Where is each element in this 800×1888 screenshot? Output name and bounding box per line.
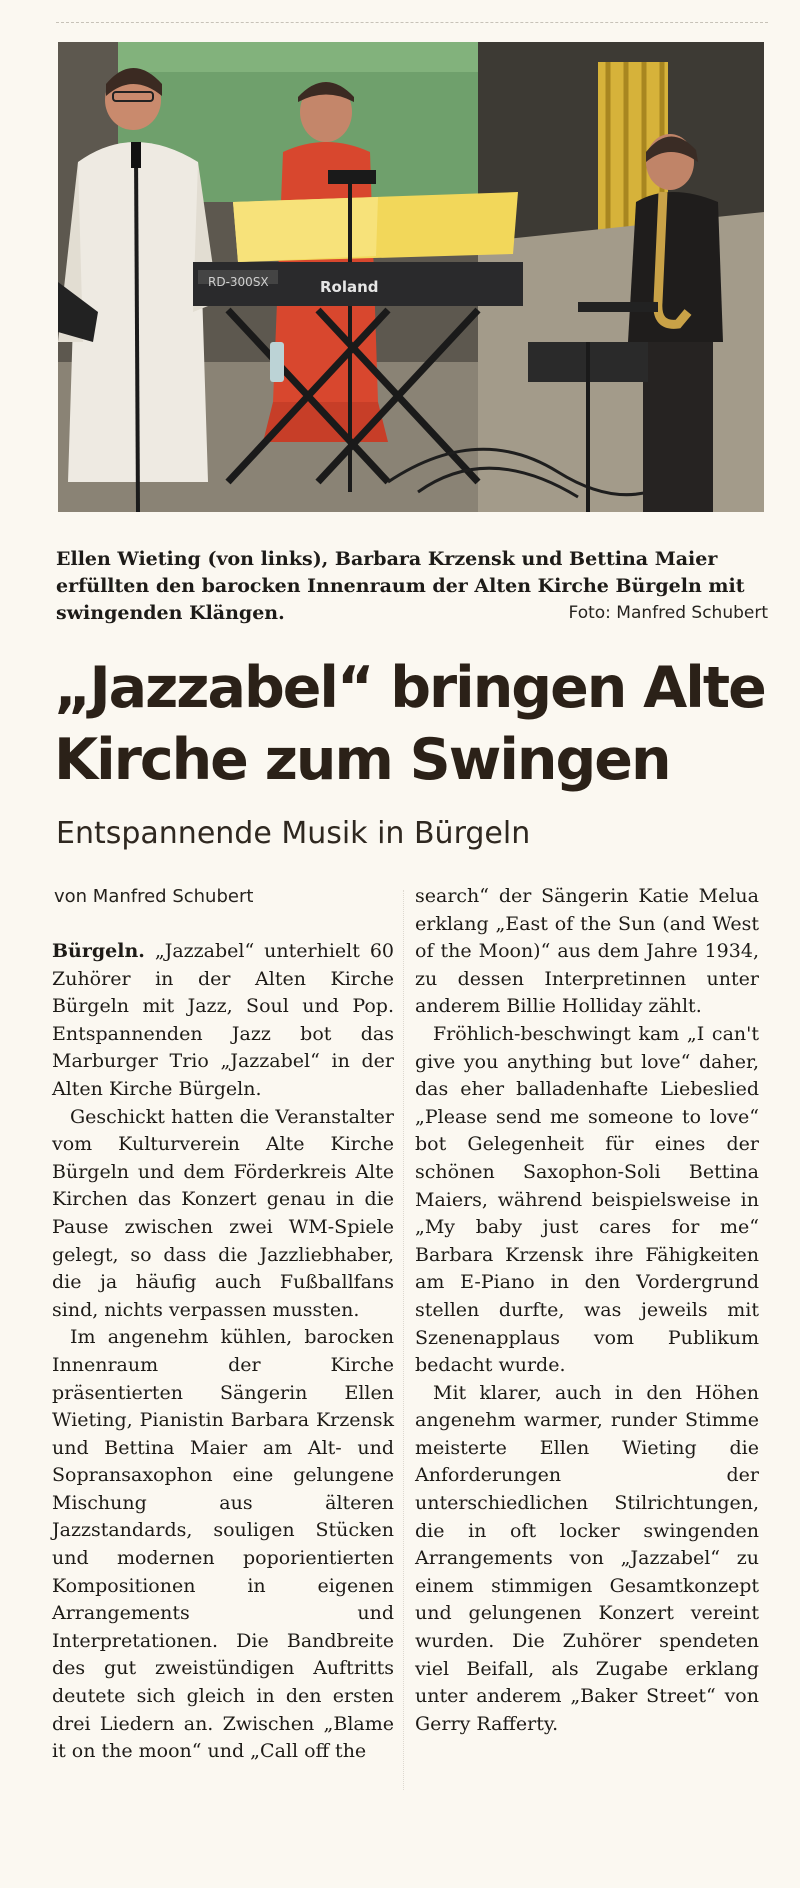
photo-caption: Ellen Wieting (von links), Barbara Krzensk und Bettina Maier erfüllten den barocken Innenraum der Alten Kirche Bürgeln mit swingenden Klängen. [56, 548, 745, 624]
photo-credit: Foto: Manfred Schubert [568, 603, 768, 623]
subheadline: Entspannende Musik in Bürgeln [56, 816, 531, 851]
article-paragraph-3: Im angenehm kühlen, barocken Innenraum der Kirche präsentierten Sängerin Ellen Wieting, Pianistin Barbara Krzensk und Bettina Maier am Alt- und Sopransaxophon eine gelungene Mischung aus älteren Jazzstandards, souligen Stücken und modernen poporientierten Kompositionen in eigenen Arrangements und Interpretationen. Die Bandbreite des gut zweistündigen Auftritts deutete sich gleich in den ersten drei Liedern an. Zwischen „Blame it on the moon“ und „Call off the [52, 1326, 394, 1763]
top-cut-line [56, 22, 768, 23]
column-divider [403, 890, 404, 1790]
concert-photo [58, 42, 764, 512]
article-paragraph-3-continued: search“ der Sängerin Katie Melua erklang „East of the Sun (and West of the Moon)“ aus dem Jahre 1934, zu dessen Interpretinnen unter anderem Billie Holliday zählt. [415, 885, 759, 1018]
article-paragraph-2: Geschickt hatten die Veranstalter vom Kulturverein Alte Kirche Bürgeln und dem Förderkreis Alte Kirchen das Konzert genau in die Pause zwischen zwei WM-Spiele gelegt, so dass die Jazzliebhaber, die ja häufig auch Fußballfans sind, nichts verpassen mussten. [52, 1105, 394, 1321]
keyboard-model-label: RD-300SX [208, 275, 269, 289]
paragraph-1-text: „Jazzabel“ unterhielt 60 Zuhörer in der Alten Kirche Bürgeln mit Jazz, Soul und Pop. Entspannenden Jazz bot das Marburger Trio „Jazzabel“ in der Alten Kirche Bürgeln. [52, 940, 395, 1100]
article-column-left [52, 938, 394, 1766]
article-paragraph-5: Mit klarer, auch in den Höhen angenehm warmer, runder Stimme meisterte Ellen Wieting die Anforderungen der unterschiedlichen Stilrichtungen, die in oft locker swingenden Arrangements von „Jazzabel“ zu einem stimmigen Gesamtkonzept und gelungenen Konzert vereint wurden. Die Zuhörer spendeten viel Beifall, als Zugabe erklang unter anderem „Baker Street“ von Gerry Rafferty. [415, 1381, 759, 1735]
dateline: Bürgeln. [52, 940, 145, 962]
keyboard-brand-label: Roland [320, 278, 379, 296]
article-paragraph-1 [52, 938, 394, 1104]
byline: von Manfred Schubert [54, 886, 254, 907]
headline: „Jazzabel“ bringen Alte Kirche zum Swingen [54, 655, 765, 793]
article-paragraph-4: Fröhlich-beschwingt kam „I can't give you anything but love“ daher, das eher balladenhafte Liebeslied „Please send me someone to love“ bot Gelegenheit für eines der schönen Saxophon-Soli Bettina Maiers, während beispielsweise in „My baby just cares for me“ Barbara Krzensk ihre Fähigkeiten am E-Piano in den Vordergrund stellen durfte, was jeweils mit Szenenapplaus vom Publikum bedacht wurde. [415, 1022, 759, 1377]
article-column-right [415, 883, 759, 1738]
